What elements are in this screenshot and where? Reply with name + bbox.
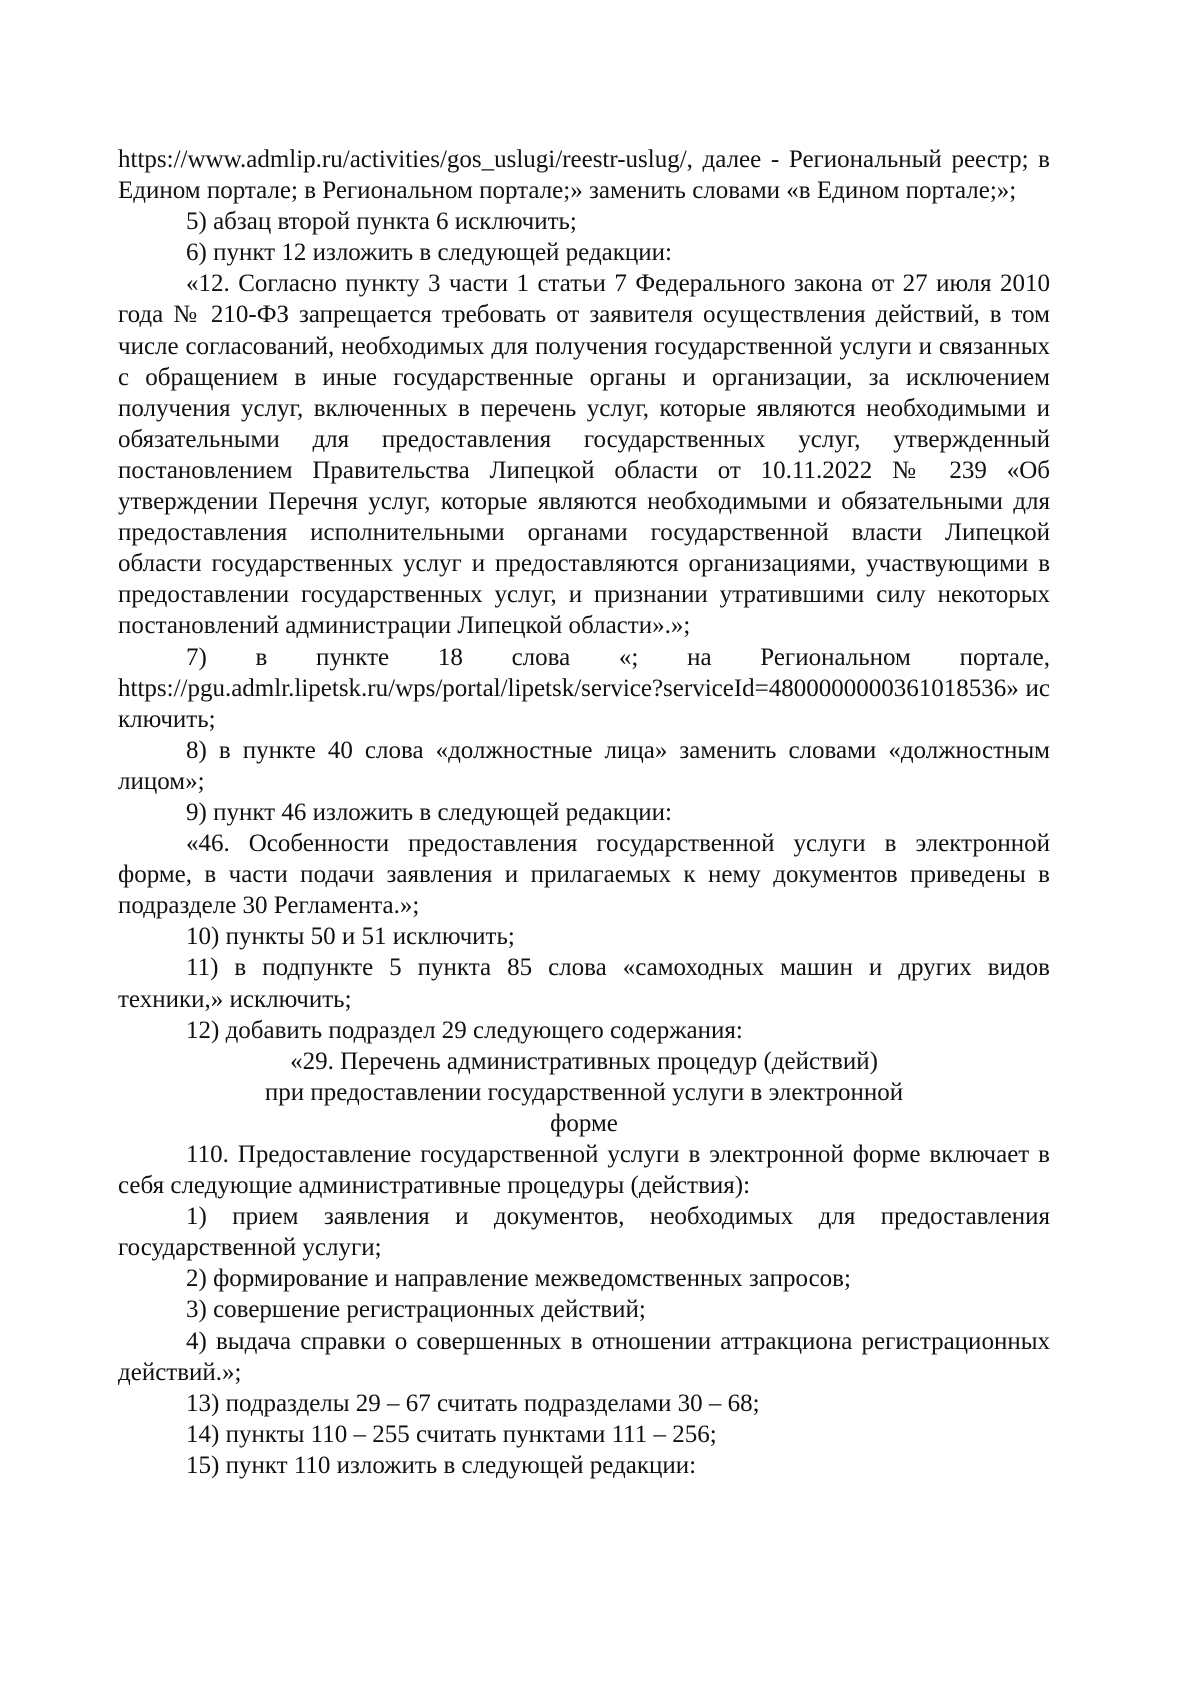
paragraph-item-9: 9) пункт 46 изложить в следующей редакции:	[186, 798, 672, 826]
paragraph-item-14: 14) пункты 110 – 255 считать пунктами 111 – 256;	[186, 1420, 717, 1448]
paragraph-quote-46: «46. Особенности предоставления государственной услуги в электронной форме, в части подачи заявления и прилагаемых к нему документов приведены в подразделе 30 Регламента.»;	[118, 830, 1050, 920]
paragraph-item-8: 8) в пункте 40 слова «должностные лица» заменить словами «должностным лицом»;	[118, 736, 1050, 795]
subsection-heading-line-3: форме	[550, 1109, 618, 1137]
list-item-4: 4) выдача справки о совершенных в отношении аттракциона регистрационных действий.»;	[118, 1327, 1050, 1386]
paragraph-url-continuation: https://www.admlip.ru/activities/gos_uslugi/reestr-uslug/, далее - Региональный реестр; в Едином портале; в Региональном портале;» заменить словами «в Едином портале;»;	[118, 146, 1050, 205]
paragraph-item-15: 15) пункт 110 изложить в следующей редакции:	[186, 1451, 697, 1479]
paragraph-item-7: 7) в пункте 18 слова «; на Региональном портале,	[186, 643, 1050, 671]
list-item-2: 2) формирование и направление межведомственных запросов;	[186, 1265, 851, 1293]
list-item-1: 1) прием заявления и документов, необходимых для предоставления государственной услуги;	[118, 1203, 1050, 1262]
paragraph-quote-12: «12. Согласно пункту 3 части 1 статьи 7 Федерального закона от 27 июля 2010 года № 210-ФЗ запрещается требовать от заявителя осуществления действий, в том числе согласований, необходимых для получения государственной услуги и связанных с обращением в иные государственные органы и организации, за исключением получения услуг, включенных в перечень услуг, которые являются необходимыми и обязательными для предоставления государственных услуг, утвержденный постановлением Правительства Липецкой области от 10.11.2022 № 239 «Об утверждении Перечня услуг, которые являются необходимыми и обязательными для предоставления исполнительными органами государственной власти Липецкой области государственных услуг и предоставляются организациями, участвующими в предоставлении государственных услуг, и признании утратившими силу некоторых постановлений администрации Липецкой области».»;	[118, 270, 1050, 640]
paragraph-item-11: 11) в подпункте 5 пункта 85 слова «самоходных машин и других видов техники,» исключить;	[118, 954, 1050, 1013]
paragraph-point-110: 110. Предоставление государственной услуги в электронной форме включает в себя следующие административные процедуры (действия):	[118, 1141, 1050, 1200]
paragraph-item-7-url: https://pgu.admlr.lipetsk.ru/wps/portal/lipetsk/service?serviceId=4800000000361018536» исключить;	[118, 674, 1050, 733]
paragraph-item-5: 5) абзац второй пункта 6 исключить;	[186, 208, 577, 236]
document-body	[118, 144, 1050, 1481]
paragraph-item-12: 12) добавить подраздел 29 следующего содержания:	[186, 1016, 743, 1044]
subsection-heading-line-1: «29. Перечень административных процедур (действий)	[290, 1047, 878, 1075]
paragraph-item-6: 6) пункт 12 изложить в следующей редакции:	[186, 239, 672, 267]
paragraph-item-13: 13) подразделы 29 – 67 считать подразделами 30 – 68;	[186, 1389, 760, 1417]
subsection-heading-line-2: при предоставлении государственной услуги в электронной	[264, 1078, 904, 1106]
paragraph-item-10: 10) пункты 50 и 51 исключить;	[186, 923, 515, 951]
list-item-3: 3) совершение регистрационных действий;	[186, 1296, 646, 1324]
